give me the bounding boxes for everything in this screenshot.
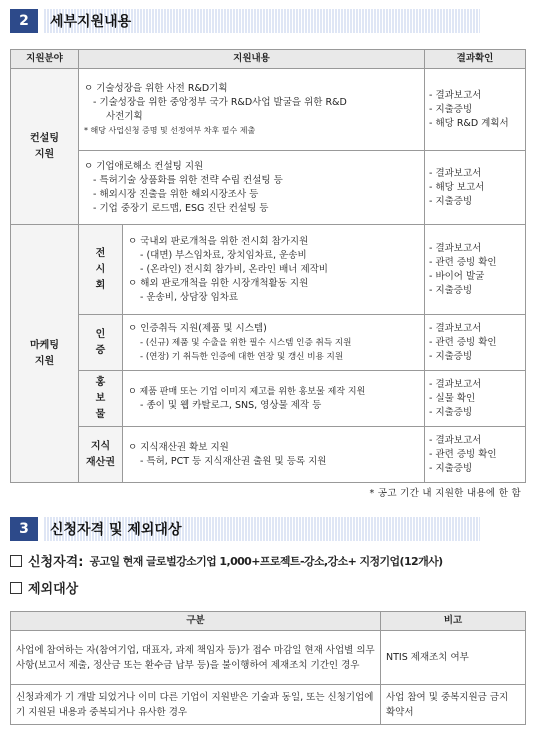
list-item: - (온라인) 전시회 참가비, 온라인 배너 제작비 xyxy=(140,263,328,275)
list-item: - 결과보고서 xyxy=(429,434,482,446)
subcategory-exhibition: 전 시 회 xyxy=(79,225,123,315)
exhibition-content xyxy=(123,225,425,315)
category-consulting: 컨설팅 지원 xyxy=(11,69,79,225)
category-marketing: 마케팅 지원 xyxy=(11,225,79,483)
consulting-rd-results xyxy=(425,69,526,151)
footnote: * 해당 사업신청 증명 및 선정여부 차후 필수 제출 xyxy=(84,125,256,135)
list-item: - 특허, PCT 등 지식재산권 출원 및 등록 지원 xyxy=(140,455,327,467)
list-item: ㅇ 기술성장을 위한 사전 R&D기획 xyxy=(84,82,228,94)
exclusion-label: 제외대상 xyxy=(28,582,79,597)
exclusion-line xyxy=(10,578,78,597)
list-item: - 결과보고서 xyxy=(429,378,482,390)
section-2-title: 세부지원내용 xyxy=(44,9,480,33)
certification-results xyxy=(425,315,526,371)
exclusion-row-remark: NTIS 제재조치 여부 xyxy=(381,631,526,685)
list-item: ㅇ 해외 판로개척을 위한 시장개척활동 지원 xyxy=(128,277,309,289)
list-item: - 기업 중장기 로드맵, ESG 진단 컨설팅 등 xyxy=(93,202,269,214)
checkbox-square-icon xyxy=(10,582,22,594)
subcategory-ip: 지식 재산권 xyxy=(79,427,123,483)
list-item: - 결과보고서 xyxy=(429,89,482,101)
list-item: - 지출증빙 xyxy=(429,462,473,474)
exclusion-row-text: 사업에 참여하는 자(참여기업, 대표자, 과제 책임자 등)가 접수 마감일 현재 사업별 의무사항(보고서 제출, 정산금 또는 환수금 납부 등)을 불이행하여 제재조치 기간인 경우 xyxy=(11,631,381,685)
list-item: - 운송비, 상담장 임차료 xyxy=(140,291,239,303)
header-category: 지원분야 xyxy=(11,50,79,69)
list-item: - 지출증빙 xyxy=(429,195,473,207)
section-3-number: 3 xyxy=(10,517,38,541)
section-3-header xyxy=(10,517,480,541)
list-item: - 해당 보고서 xyxy=(429,181,485,193)
list-item: - 관련 증빙 확인 xyxy=(429,336,497,348)
list-item: ㅇ 국내외 판로개척을 위한 전시회 참가지원 xyxy=(128,235,309,247)
header-result: 결과확인 xyxy=(425,50,526,69)
exclusion-table xyxy=(10,611,526,725)
list-item: - 관련 증빙 확인 xyxy=(429,256,497,268)
checkbox-square-icon xyxy=(10,555,22,567)
list-item: - 결과보고서 xyxy=(429,167,482,179)
consulting-issue-results xyxy=(425,151,526,225)
list-item: - 해외시장 진출을 위한 해외시장조사 등 xyxy=(93,188,259,200)
list-item: - 관련 증빙 확인 xyxy=(429,448,497,460)
list-item: - (신규) 제품 및 수출을 위한 필수 시스템 인증 취득 지원 xyxy=(140,337,352,348)
exclusion-row-text: 신청과제가 기 개발 되었거나 이미 다른 기업이 지원받은 기술과 동일, 또는 신청기업에 기 지원된 내용과 중복되거나 유사한 경우 xyxy=(11,685,381,725)
list-item: - 결과보고서 xyxy=(429,242,482,254)
ip-content xyxy=(123,427,425,483)
list-item: - 해당 R&D 계획서 xyxy=(429,117,509,129)
list-item: - 지출증빙 xyxy=(429,103,473,115)
list-item: - 실물 확인 xyxy=(429,392,476,404)
section-3-title: 신청자격 및 제외대상 xyxy=(44,517,480,541)
consulting-issue-content xyxy=(79,151,425,225)
list-item: ㅇ 지식재산권 확보 지원 xyxy=(128,441,229,453)
list-item: - 바이어 발굴 xyxy=(429,270,485,282)
list-item: 사전기획 xyxy=(106,110,143,122)
section-2-header xyxy=(10,9,480,33)
certification-content xyxy=(123,315,425,371)
list-item: - (대면) 부스임차료, 장치임차료, 운송비 xyxy=(140,249,307,261)
promotion-results xyxy=(425,371,526,427)
eligibility-label: 신청자격: xyxy=(28,555,84,570)
list-item: ㅇ 기업애로해소 컨설팅 지원 xyxy=(84,160,204,172)
support-details-table xyxy=(10,49,526,483)
list-item: ㅇ 제품 판매 또는 기업 이미지 제고를 위한 홍보물 제작 지원 xyxy=(128,386,366,397)
list-item: - (연장) 기 취득한 인증에 대한 연장 및 갱신 비용 지원 xyxy=(140,351,344,362)
table-note: * 공고 기간 내 지원한 내용에 한 함 xyxy=(369,488,521,499)
exclusion-row-remark: 사업 참여 및 중복지원금 금지 확약서 xyxy=(381,685,526,725)
list-item: - 지출증빙 xyxy=(429,406,473,418)
subcategory-promotion: 홍 보 물 xyxy=(79,371,123,427)
consulting-rd-content xyxy=(79,69,425,151)
list-item: - 지출증빙 xyxy=(429,350,473,362)
promotion-content xyxy=(123,371,425,427)
ip-results xyxy=(425,427,526,483)
section-2-number: 2 xyxy=(10,9,38,33)
eligibility-condition: 공고일 현재 글로벌강소기업 1,000+프로젝트-강소,강소+ 지정기업(12개사) xyxy=(89,554,443,568)
list-item: ㅇ 인증취득 지원(제품 및 시스템) xyxy=(128,322,267,334)
exhibition-results xyxy=(425,225,526,315)
list-item: - 지출증빙 xyxy=(429,284,473,296)
list-item: - 특허기술 상품화를 위한 전략 수립 컨설팅 등 xyxy=(93,174,283,186)
header-remark: 비고 xyxy=(381,612,526,631)
subcategory-certification: 인 증 xyxy=(79,315,123,371)
list-item: - 종이 및 웹 카탈로그, SNS, 영상물 제작 등 xyxy=(140,399,322,411)
eligibility-line xyxy=(10,551,443,570)
list-item: - 결과보고서 xyxy=(429,322,482,334)
header-category: 구분 xyxy=(11,612,381,631)
header-content: 지원내용 xyxy=(79,50,425,69)
list-item: - 기술성장을 위한 중앙정부 국가 R&D사업 발굴을 위한 R&D xyxy=(93,96,347,108)
